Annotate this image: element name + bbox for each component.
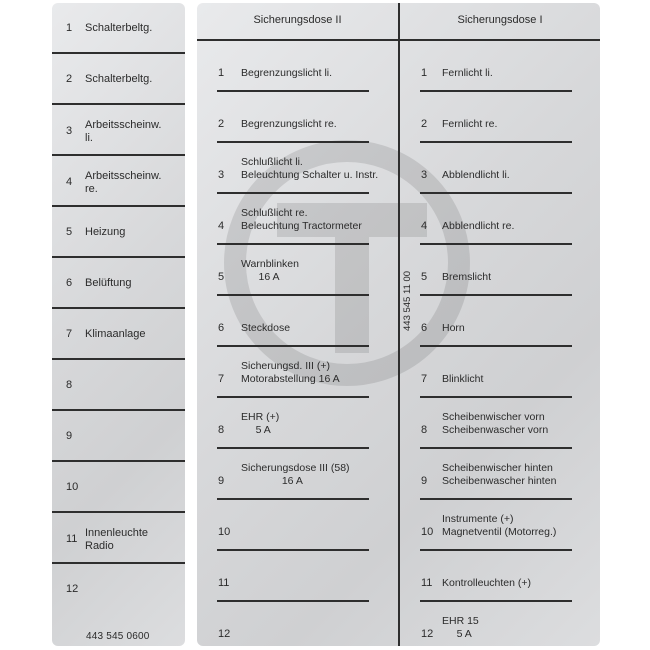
fuse-box-1-row (400, 92, 590, 143)
fuse-number: 5 (218, 271, 225, 283)
fuse-number: 7 (421, 373, 428, 385)
fuse-number: 8 (218, 424, 225, 436)
fuse-box-2-row (197, 500, 387, 551)
fuse-description: Sicherungsd. III (+) Motorabstellung 16 A (241, 360, 340, 385)
fuse-number: 7 (66, 328, 73, 340)
fuse-number: 5 (421, 271, 428, 283)
fuse-description: Scheibenwischer vorn Scheibenwascher vorn (442, 411, 549, 436)
fuse-box-2-row (197, 347, 387, 398)
fuse-box-2-row (197, 245, 387, 296)
fuse-description: Begrenzungslicht li. (241, 67, 333, 79)
fuse-number: 5 (66, 226, 73, 238)
left-fuse-label (52, 3, 185, 646)
fuse-box-2-row (197, 602, 387, 646)
fuse-box-1-row (400, 347, 590, 398)
fuse-number: 6 (66, 277, 73, 289)
fuse-box-2-row (197, 398, 387, 449)
fuse-number: 3 (66, 125, 73, 137)
fuse-number: 7 (218, 373, 225, 385)
fuse-description: Scheibenwischer hinten Scheibenwascher hinten (442, 462, 557, 487)
fuse-description: Abblendlicht re. (442, 220, 515, 232)
fuse-number: 1 (66, 22, 73, 34)
fuse-description: Heizung (85, 226, 126, 238)
fuse-number: 4 (66, 176, 73, 188)
fuse-number: 11 (218, 577, 230, 589)
fuse-number: 8 (421, 424, 428, 436)
left-fuse-row (52, 156, 185, 207)
left-fuse-row (52, 411, 185, 462)
fuse-description: Schlußlicht li. Beleuchtung Schalter u. Instr. (241, 156, 379, 181)
right-fuse-label (197, 3, 600, 646)
fuse-box-2-row (197, 551, 387, 602)
fuse-description: Fernlicht li. (442, 67, 493, 79)
fuse-box-2-row (197, 92, 387, 143)
fuse-number: 9 (66, 430, 73, 442)
fuse-description: EHR 15 5 A (442, 615, 479, 640)
fuse-box-2-row (197, 143, 387, 194)
fuse-description: Schlußlicht re. Beleuchtung Tractormeter (241, 207, 362, 232)
fuse-number: 10 (421, 526, 434, 538)
fuse-number: 4 (421, 220, 428, 232)
fuse-number: 9 (421, 475, 428, 487)
fuse-number: 2 (66, 73, 73, 85)
left-fuse-row (52, 207, 185, 258)
fuse-description: Bremslicht (442, 271, 492, 283)
fuse-description: Blinklicht (442, 373, 484, 385)
fuse-box-1-row (400, 551, 590, 602)
fuse-box-1-row (400, 41, 590, 92)
fuse-description: Abblendlicht li. (442, 169, 510, 181)
fuse-description: Arbeitsscheinw. re. (85, 170, 162, 195)
fuse-description: Arbeitsscheinw. li. (85, 119, 162, 144)
fuse-number: 3 (218, 169, 225, 181)
fuse-number: 12 (66, 583, 79, 595)
fuse-number: 6 (218, 322, 225, 334)
left-fuse-row (52, 462, 185, 513)
fuse-description: Klimaanlage (85, 328, 146, 340)
fuse-number: 2 (218, 118, 225, 130)
fuse-description: Belüftung (85, 277, 132, 289)
fuse-number: 11 (66, 533, 78, 545)
fuse-number: 4 (218, 220, 225, 232)
left-fuse-row (52, 3, 185, 54)
fuse-number: 12 (421, 628, 434, 640)
fuse-number: 2 (421, 118, 428, 130)
fuse-description: Instrumente (+) Magnetventil (Motorreg.) (442, 513, 557, 538)
fuse-number: 10 (66, 481, 79, 493)
left-fuse-row (52, 54, 185, 105)
fuse-number: 6 (421, 322, 428, 334)
fuse-description: Horn (442, 322, 465, 334)
fuse-box-1-row (400, 500, 590, 551)
fuse-box-1-row (400, 602, 590, 646)
fuse-box-1-row (400, 194, 590, 245)
fuse-box-1-row (400, 245, 590, 296)
fuse-box-1-row (400, 398, 590, 449)
fuse-number: 11 (421, 577, 433, 589)
fuse-box-2-row (197, 449, 387, 500)
left-fuse-row (52, 309, 185, 360)
fuse-description: EHR (+) 5 A (241, 411, 280, 436)
fuse-box-2-row (197, 194, 387, 245)
fuse-description: Kontrolleuchten (+) (442, 577, 532, 589)
header-sicherungsdose-1: Sicherungsdose I (457, 14, 543, 26)
left-fuse-row (52, 360, 185, 411)
fuse-number: 1 (218, 67, 225, 79)
fuse-box-1-row (400, 296, 590, 347)
fuse-description: Begrenzungslicht re. (241, 118, 337, 130)
fuse-number: 1 (421, 67, 428, 79)
left-fuse-row (52, 105, 185, 156)
part-number: 443 545 0600 (86, 631, 150, 642)
fuse-description: Schalterbeltg. (85, 22, 153, 34)
fuse-box-1-row (400, 143, 590, 194)
left-fuse-row (52, 258, 185, 309)
fuse-number: 9 (218, 475, 225, 487)
left-fuse-row (52, 513, 185, 564)
fuse-description: Schalterbeltg. (85, 73, 153, 85)
part-number-vertical: 443 545 11 00 (402, 270, 413, 331)
fuse-number: 8 (66, 379, 73, 391)
fuse-description: Fernlicht re. (442, 118, 498, 130)
fuse-box-2-row (197, 296, 387, 347)
left-fuse-row (52, 564, 185, 615)
fuse-description: Steckdose (241, 322, 291, 334)
fuse-description: Innenleuchte Radio (85, 527, 148, 552)
fuse-number: 3 (421, 169, 428, 181)
fuse-box-1-row (400, 449, 590, 500)
fuse-box-2-row (197, 41, 387, 92)
fuse-number: 12 (218, 628, 231, 640)
fuse-number: 10 (218, 526, 231, 538)
fuse-description: Sicherungsdose III (58) 16 A (241, 462, 350, 487)
fuse-description: Warnblinken 16 A (241, 258, 299, 283)
header-sicherungsdose-2: Sicherungsdose II (253, 14, 342, 26)
